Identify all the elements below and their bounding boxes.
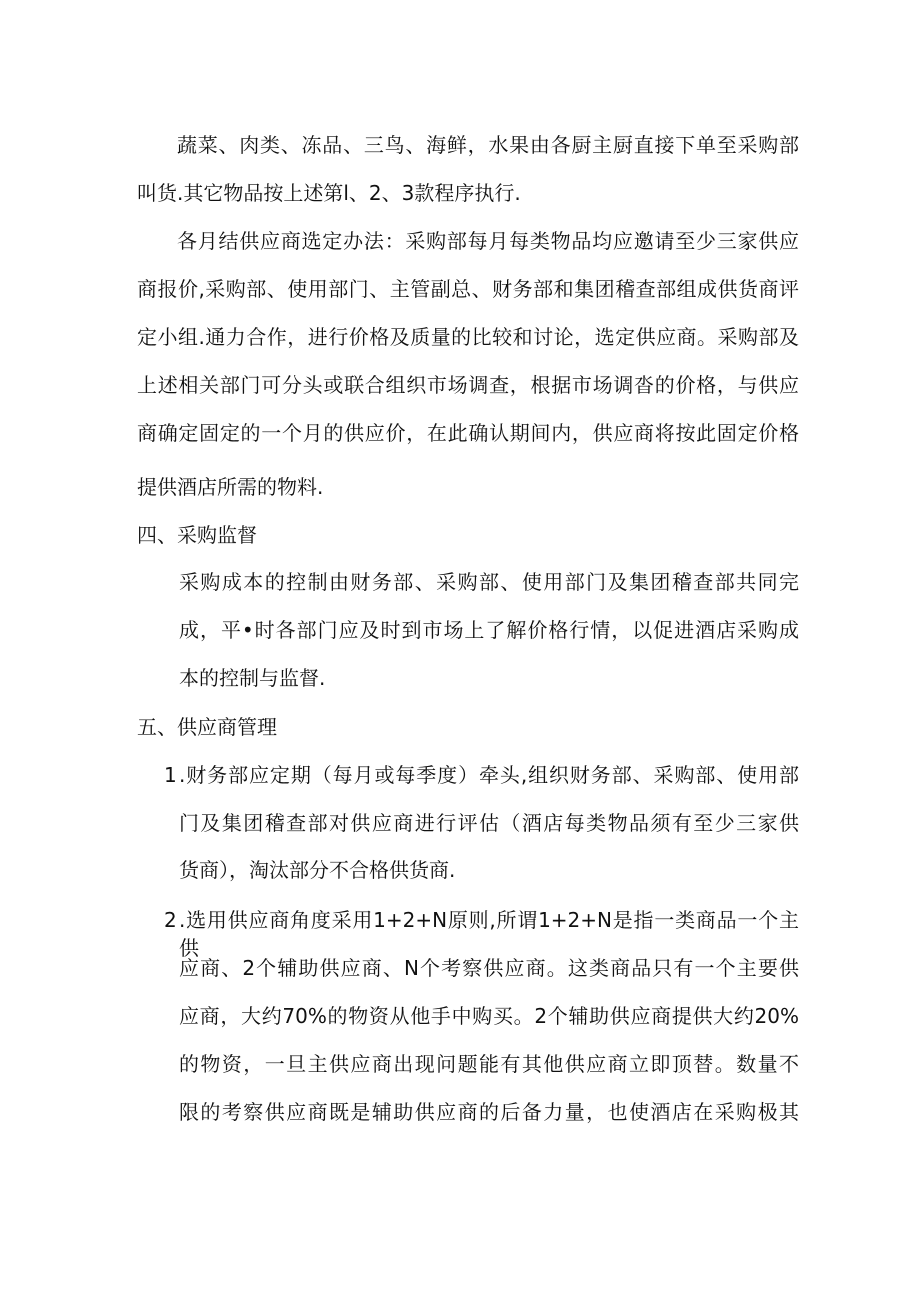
paragraph-line: 各月结供应商选定办法：采购部每月每类物品均应邀请至少三家供应 xyxy=(177,229,799,253)
list-item-line: 的物资，一旦主供应商出现问题能有其他供应商立即顶替。数量不 xyxy=(179,1052,799,1076)
list-item-line: 应商、2个辅助供应商、N个考察供应商。这类商品只有一个主要供 xyxy=(179,956,799,980)
list-number: 2 xyxy=(164,908,177,932)
list-item-line: .财务部应定期（每月或每季度）牵头,组织财务部、采购部、使用部 xyxy=(179,763,799,787)
list-item-line: 货商），淘汰部分不合格供货商. xyxy=(179,858,456,882)
paragraph-line: 叫货.其它物品按上述第l、2、3款程序执行. xyxy=(137,181,521,205)
paragraph-line: 定小组.通力合作，进行价格及质量的比较和讨论，选定供应商。采购部及 xyxy=(137,325,799,349)
paragraph-line: 商确定固定的一个月的供应价，在此确认期间内，供应商将按此固定价格 xyxy=(137,421,799,445)
paragraph-line: 蔬菜、肉类、冻品、三鸟、海鲜，水果由各厨主厨直接下单至采购部 xyxy=(177,133,799,157)
section-heading: 四、采购监督 xyxy=(137,523,257,547)
paragraph-line: 商报价,采购部、使用部门、主管副总、财务部和集团稽查部组成供货商评 xyxy=(137,277,799,301)
list-item-line: 门及集团稽查部对供应商进行评估（酒店每类物品须有至少三家供 xyxy=(179,811,799,835)
section-heading: 五、供应商管理 xyxy=(137,715,277,739)
list-item-line: 限的考察供应商既是辅助供应商的后备力量，也使酒店在采购极其 xyxy=(179,1100,799,1124)
paragraph-line: 采购成本的控制由财务部、采购部、使用部门及集团稽查部共同完 xyxy=(179,570,799,594)
paragraph-line: 上述相关部门可分头或联合组织市场调查，根据市场调沓的价格，与供应 xyxy=(137,373,799,397)
paragraph-line: 本的控制与监督. xyxy=(179,666,326,690)
paragraph-line: 提供酒店所需的物料. xyxy=(137,475,324,499)
list-item-line: .选用供应商角度采用1+2+N原则,所谓1+2+N是指一类商品一个主供 xyxy=(179,908,799,960)
list-number: 1 xyxy=(164,763,177,787)
list-item-line: 应商，大约70%的物资从他手中购买。2个辅助供应商提供大约20% xyxy=(179,1004,799,1028)
paragraph-line: 成，平•时各部门应及时到市场上了解价格行情，以促进酒店采购成 xyxy=(179,618,799,642)
